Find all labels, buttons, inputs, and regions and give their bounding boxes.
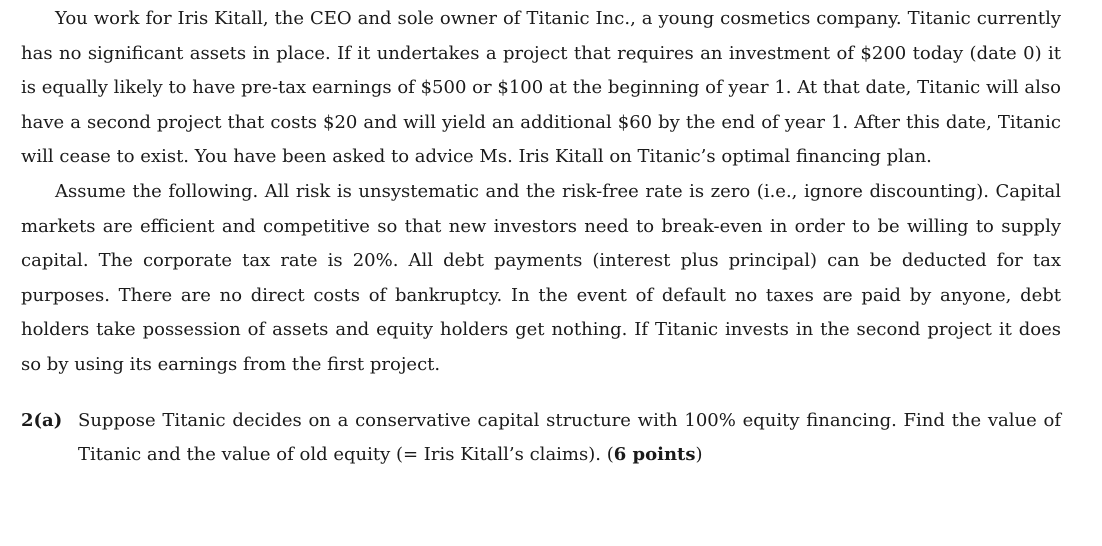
question-label: 2(a) [21,409,63,431]
question-text: Suppose Titanic decides on a conservative capital structure with 100% equity financing. Find the value of Titanic and the value of old equity (= Iris Kitall’s claims). ( [78,409,1061,466]
question-2a [21,404,1061,473]
question-text-block [78,404,1061,473]
document-page [21,2,1061,473]
intro-paragraph: You work for Iris Kitall, the CEO and sole owner of Titanic Inc., a young cosmetics company. Titanic currently has no significant assets in place. If it undertakes a project that requires an investment of $200 today (date 0) it is equally likely to have pre-tax earnings of $500 or $100 at the beginning of year 1. At that date, Titanic will also have a second project that costs $20 and will yield an additional $60 by the end of year 1. After this date, Titanic will cease to exist. You have been asked to advice Ms. Iris Kitall on Titanic’s optimal financing plan. [21,8,1061,168]
assumptions-paragraph: Assume the following. All risk is unsystematic and the risk-free rate is zero (i.e., ignore discounting). Capital markets are efficient and competitive so that new investors need to break-even in order to be willing to supply capital. The corporate tax rate is 20%. All debt payments (interest plus principal) can be deducted for tax purposes. There are no direct costs of bankruptcy. In the event of default no taxes are paid by anyone, debt holders take possession of assets and equity holders get nothing. If Titanic invests in the second project it does so by using its earnings from the first project. [21,180,1061,375]
question-points: 6 points [613,444,696,466]
question-close: ) [695,444,703,466]
